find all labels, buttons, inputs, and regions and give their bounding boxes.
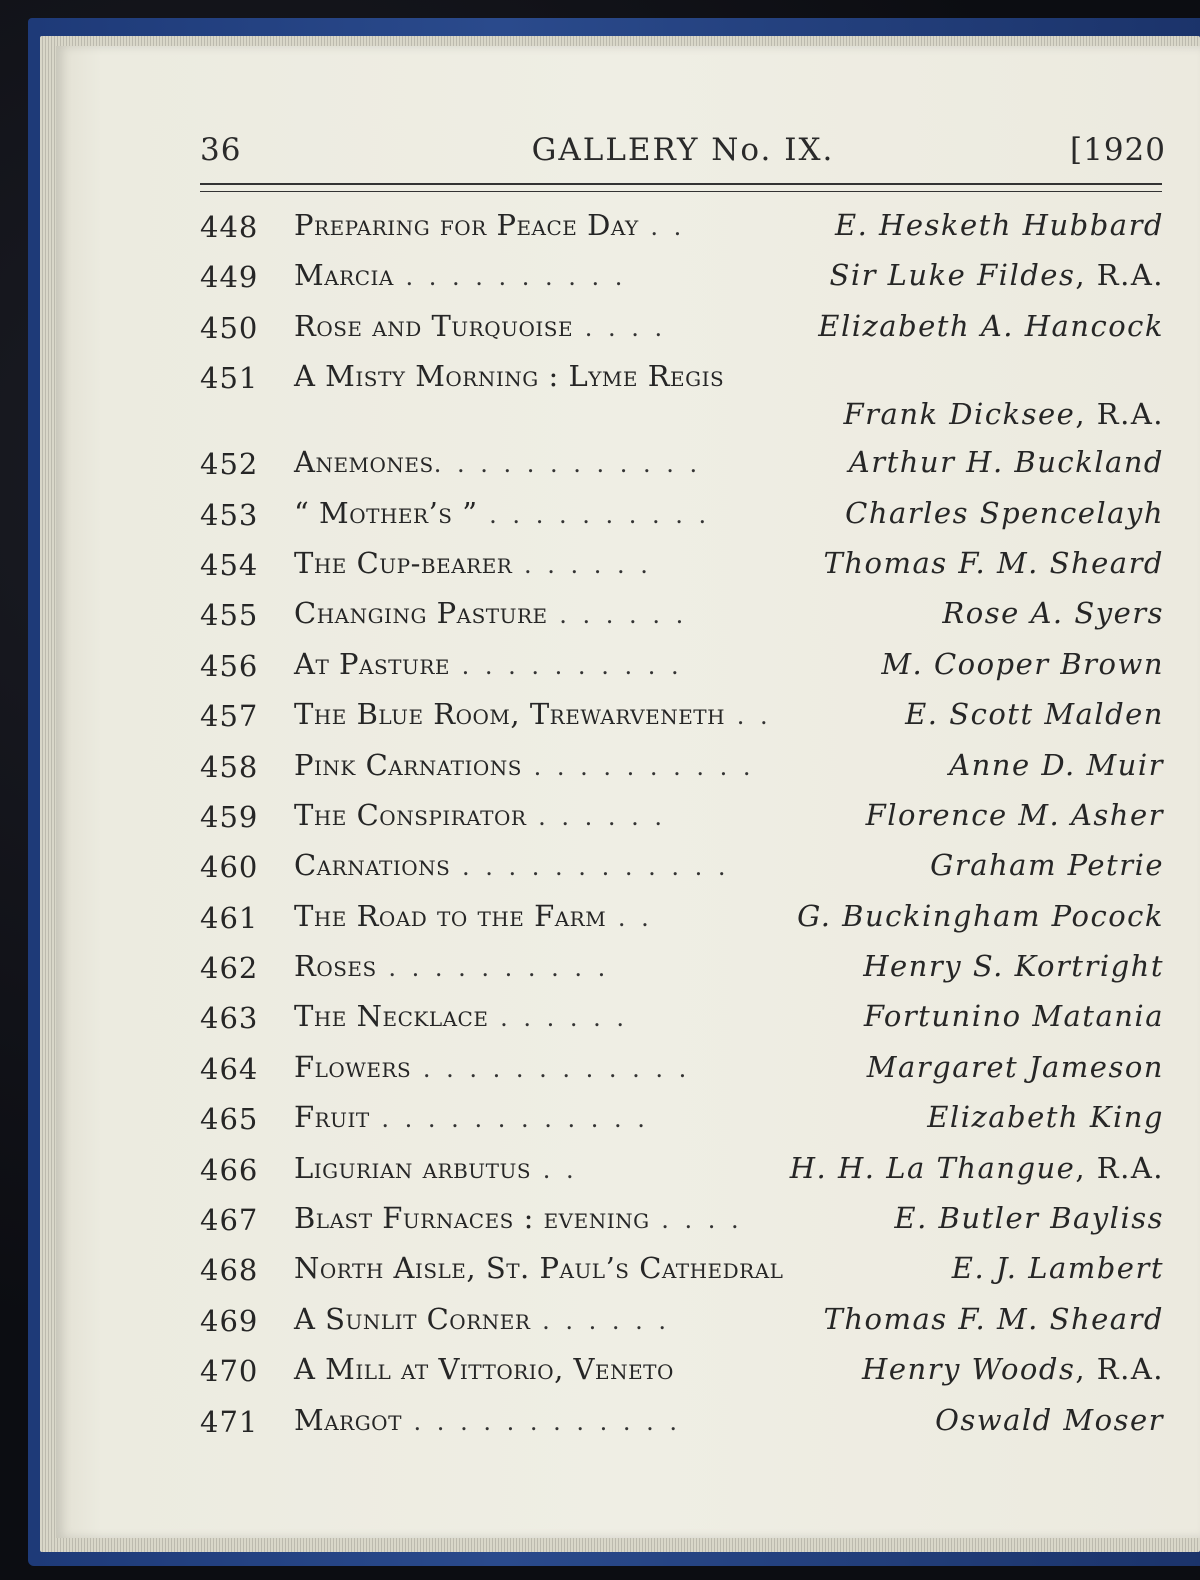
entry-number: 448	[200, 210, 259, 244]
entry-number: 459	[200, 799, 259, 834]
artist-suffix: , R.A.	[1075, 1150, 1164, 1185]
entry-artist: Thomas F. M. Sheard	[823, 545, 1164, 580]
header-double-rule	[200, 183, 1162, 192]
entry-title: Carnations	[294, 848, 451, 883]
dot-leader: . . . . . . . . . . . .	[411, 1054, 691, 1083]
dot-leader: . . . . . . . . . .	[376, 954, 610, 983]
catalogue-entry	[200, 991, 1172, 1041]
entry-number: 455	[200, 598, 259, 633]
catalogue-entry	[200, 1395, 1172, 1445]
entry-title: North Aisle, St. Paul’s Cathedral	[294, 1251, 784, 1286]
catalogue-entry	[200, 351, 1172, 437]
entry-artist: E. Scott Malden	[905, 697, 1164, 732]
dot-leader: . . . . . . . . . . . .	[401, 1407, 682, 1436]
entry-title: Margot	[294, 1402, 402, 1437]
entry-title: A Misty Morning : Lyme Regis	[294, 359, 725, 394]
page-number: 36	[200, 132, 242, 168]
dot-leader: . . . . . . . . . . . .	[433, 450, 702, 479]
dot-leader: . . . .	[573, 313, 667, 342]
catalogue-entry	[200, 639, 1172, 689]
entry-number: 461	[200, 900, 259, 935]
entry-number: 462	[200, 951, 259, 986]
entry-number: 450	[200, 310, 259, 345]
entry-title: The Cup-bearer	[294, 545, 513, 580]
entry-number: 452	[200, 447, 259, 482]
entry-artist: Anne D. Muir	[949, 747, 1164, 782]
artist-suffix: , R.A.	[1075, 258, 1164, 293]
dot-leader: . . . . . . . . . .	[393, 263, 627, 292]
dot-leader: . .	[531, 1155, 578, 1184]
entry-title: Rose and Turquoise	[294, 308, 574, 343]
entry-number: 457	[200, 699, 259, 734]
entry-title: Ligurian arbutus	[294, 1150, 532, 1185]
entry-artist: E. J. Lambert	[951, 1251, 1164, 1286]
entry-artist: Frank Dicksee	[843, 397, 1076, 432]
catalogue-entry	[200, 538, 1172, 588]
catalogue-entry	[200, 437, 1172, 487]
catalogue-entry	[200, 250, 1172, 300]
catalogue-list	[200, 200, 1172, 1445]
catalogue-entry	[200, 301, 1172, 351]
entry-artist: G. Buckingham Pocock	[797, 898, 1164, 933]
entry-artist: E. Butler Bayliss	[894, 1201, 1164, 1236]
catalogue-entry	[200, 1092, 1172, 1142]
catalogue-entry	[200, 1042, 1172, 1092]
entry-artist: Fortunino Matania	[863, 999, 1164, 1034]
entry-title: Preparing for Peace Day	[294, 208, 639, 242]
entry-number: 470	[200, 1354, 259, 1389]
entry-artist: Thomas F. M. Sheard	[823, 1301, 1164, 1336]
entry-number: 468	[200, 1253, 259, 1288]
dot-leader: . . . . . . . . . .	[477, 500, 711, 529]
dot-leader: . . . . . . . . . .	[521, 752, 755, 781]
entry-number: 460	[200, 850, 259, 885]
entry-title: The Road to the Farm	[294, 898, 607, 933]
catalogue-entry	[200, 488, 1172, 538]
entry-number: 469	[200, 1303, 259, 1338]
entry-title: Pink Carnations	[294, 747, 522, 782]
catalogue-entry	[200, 941, 1172, 991]
running-header	[200, 132, 1166, 172]
catalogue-entry	[200, 790, 1172, 840]
catalogue-entry	[200, 740, 1172, 790]
entry-title: At Pasture	[294, 646, 451, 681]
catalogue-entry	[200, 840, 1172, 890]
catalogue-entry	[200, 1193, 1172, 1243]
entry-number: 471	[200, 1404, 259, 1439]
catalogue-entry	[200, 588, 1172, 638]
gallery-title: GALLERY No. IX.	[531, 132, 835, 168]
dot-leader: . . . . . .	[488, 1004, 628, 1033]
entry-artist: Rose A. Syers	[942, 596, 1164, 631]
entry-title: The Necklace	[294, 999, 489, 1034]
entry-artist: Arthur H. Buckland	[848, 445, 1164, 480]
entry-title: “ Mother’s ”	[294, 495, 478, 530]
entry-number: 456	[200, 648, 259, 683]
artist-suffix: , R.A.	[1075, 1352, 1164, 1387]
entry-artist: Charles Spencelayh	[845, 495, 1164, 530]
dot-leader: . . . . . . . . . . . .	[369, 1105, 649, 1134]
entry-title: Anemones	[294, 445, 434, 480]
catalogue-entry	[200, 1243, 1172, 1293]
entry-artist: Oswald Moser	[935, 1402, 1164, 1437]
entry-artist: E. Hesketh Hubbard	[834, 208, 1164, 242]
catalogue-entry	[200, 689, 1172, 739]
dot-leader: . . . . . . . . . . . .	[450, 853, 730, 882]
entry-artist: Florence M. Asher	[865, 797, 1164, 832]
catalogue-entry	[200, 1294, 1172, 1344]
catalogue-entry	[200, 1143, 1172, 1193]
dot-leader: . . . .	[649, 1206, 743, 1235]
entry-number: 454	[200, 547, 259, 582]
catalogue-entry	[200, 200, 1172, 250]
dot-leader: . .	[638, 213, 686, 241]
catalogue-entry	[200, 1344, 1172, 1394]
entry-title: A Sunlit Corner	[294, 1301, 531, 1336]
dot-leader: . .	[606, 903, 653, 932]
year: [1920	[1070, 132, 1166, 168]
entry-title: Changing Pasture	[294, 596, 548, 631]
entry-title: Blast Furnaces : evening	[294, 1201, 650, 1236]
dot-leader: . . . . . .	[530, 1306, 670, 1335]
entry-number: 464	[200, 1051, 259, 1086]
entry-number: 466	[200, 1152, 259, 1187]
entry-title: A Mill at Vittorio, Veneto	[294, 1352, 674, 1387]
entry-title: Marcia	[294, 258, 394, 293]
entry-artist: H. H. La Thangue	[789, 1150, 1076, 1185]
entry-artist: Henry S. Kortright	[863, 949, 1164, 984]
entry-title: Roses	[294, 949, 377, 984]
entry-artist: Graham Petrie	[930, 848, 1164, 883]
entry-title: The Blue Room, Trewarveneth	[294, 697, 726, 732]
dot-leader: . . . . . .	[526, 802, 666, 831]
entry-artist: M. Cooper Brown	[881, 646, 1164, 681]
entry-artist: Margaret Jameson	[866, 1049, 1164, 1084]
entry-title: Flowers	[294, 1049, 412, 1084]
entry-title: Fruit	[294, 1100, 370, 1135]
dot-leader: . . . . . .	[512, 550, 652, 579]
entry-title: The Conspirator	[294, 797, 527, 832]
entry-number: 451	[200, 361, 259, 396]
entry-number: 467	[200, 1203, 259, 1238]
entry-number: 465	[200, 1102, 259, 1137]
dot-leader: . .	[725, 702, 772, 731]
artist-suffix: , R.A.	[1075, 397, 1164, 432]
catalogue-entry	[200, 891, 1172, 941]
entry-number: 449	[200, 260, 259, 295]
entry-artist: Henry Woods	[862, 1352, 1076, 1387]
entry-number: 453	[200, 497, 259, 532]
entry-artist: Elizabeth A. Hancock	[818, 308, 1164, 343]
entry-artist: Sir Luke Fildes	[829, 258, 1076, 293]
entry-number: 463	[200, 1001, 259, 1036]
entry-number: 458	[200, 749, 259, 784]
dot-leader: . . . . . . . . . .	[450, 651, 683, 680]
entry-artist: Elizabeth King	[927, 1100, 1164, 1135]
dot-leader: . . . . . .	[547, 601, 688, 630]
